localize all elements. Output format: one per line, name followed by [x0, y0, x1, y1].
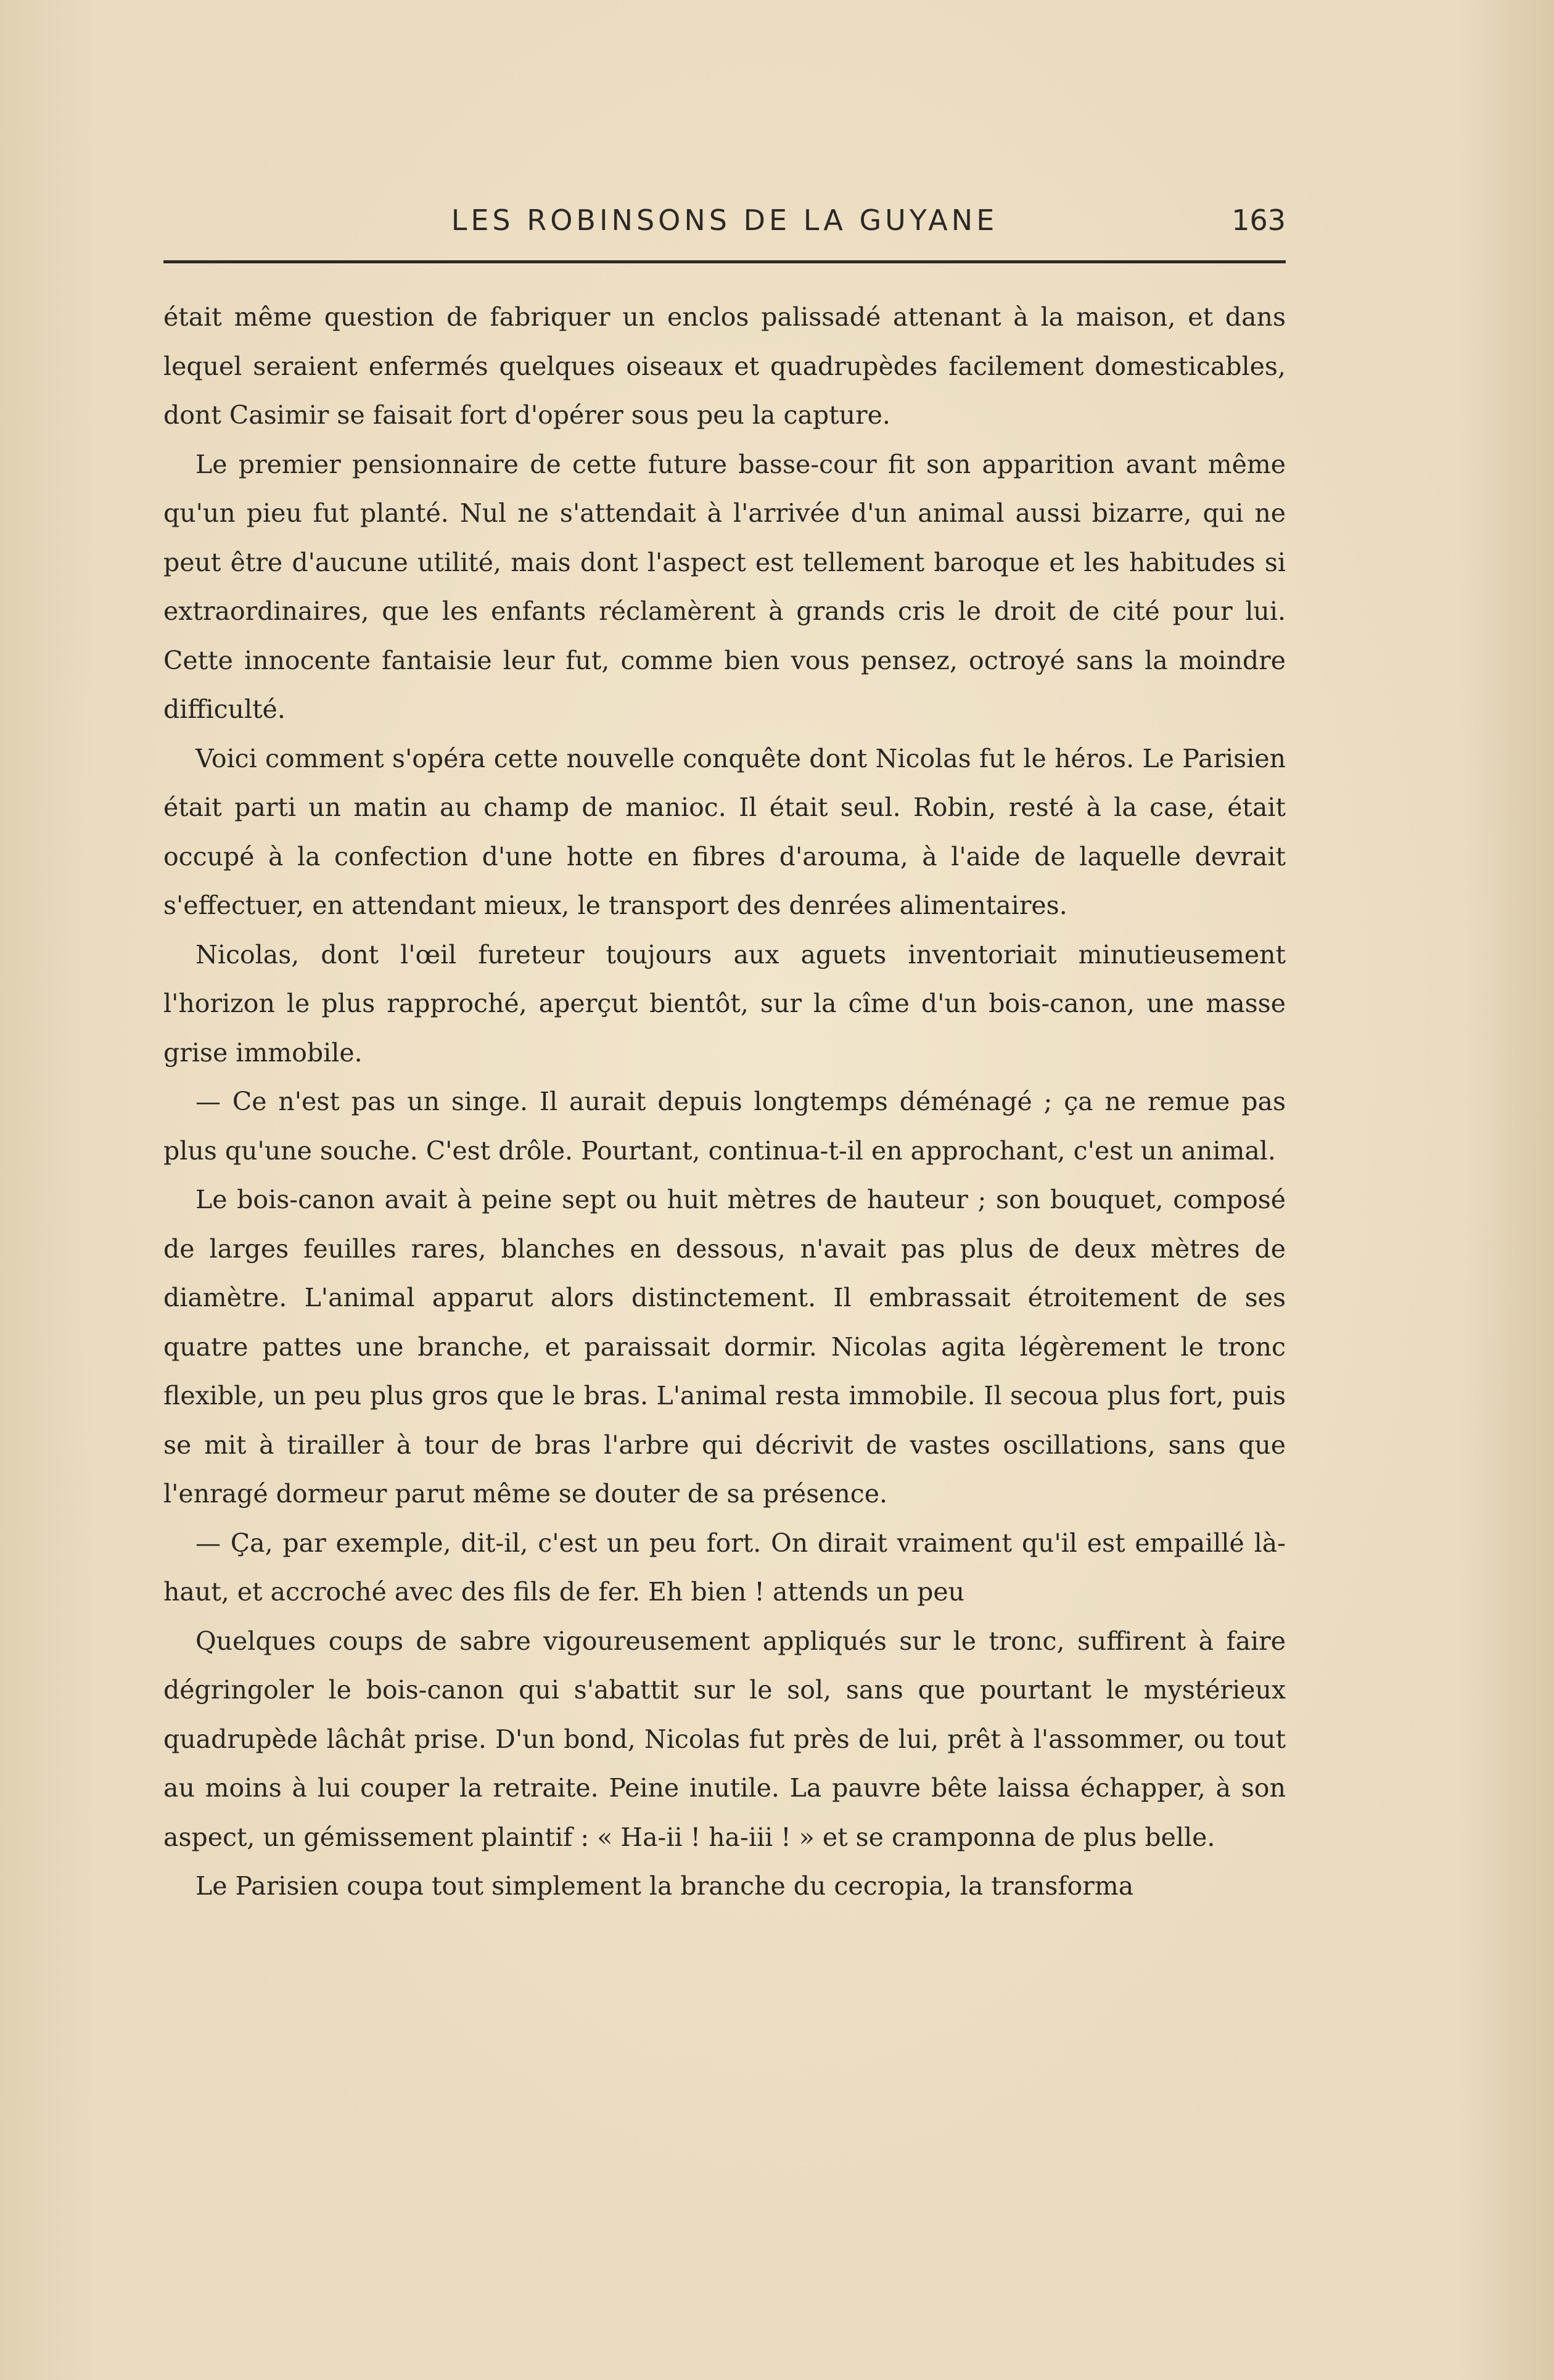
paragraph-2: Le premier pensionnaire de cette future basse-cour fit son apparition avant même qu'un pieu fut planté. Nul ne s'attendait à l'arrivée d'un animal aussi bizarre, qui ne peut être d'aucune utilité, mais dont l'aspect est tellement baroque et les habitudes si extraordinaires, que les enfants réclamèrent à grands cris le droit de cité pour lui. Cette innocente fantaisie leur fut, comme bien vous pensez, octroyé sans la moindre difficulté.: [163, 449, 1286, 724]
page-number: 163: [1231, 204, 1286, 237]
book-page: [163, 204, 1286, 1911]
paragraph-6: Le bois-canon avait à peine sept ou huit mètres de hauteur ; son bouquet, composé de larges feuilles rares, blanches en dessous, n'avait pas plus de deux mètres de diamètre. L'animal apparut alors distinctement. Il embrassait étroitement de ses quatre pattes une branche, et paraissait dormir. Nicolas agita légèrement le tronc flexible, un peu plus gros que le bras. L'animal resta immobile. Il secoua plus fort, puis se mit à tirailler à tour de bras l'arbre qui décrivit de vastes oscillations, sans que l'enragé dormeur parut même se douter de sa présence.: [163, 1185, 1286, 1509]
paragraph-3: Voici comment s'opéra cette nouvelle conquête dont Nicolas fut le héros. Le Parisien était parti un matin au champ de manioc. Il était seul. Robin, resté à la case, était occupé à la confection d'une hotte en fibres d'arouma, à l'aide de laquelle devrait s'effectuer, en attendant mieux, le transport des denrées alimentaires.: [163, 743, 1286, 920]
paragraph-1: était même question de fabriquer un enclos palissadé attenant à la maison, et dans lequel seraient enfermés quelques oiseaux et quadrupèdes facilement domesticables, dont Casimir se faisait fort d'opérer sous peu la capture.: [163, 302, 1286, 430]
paragraph-9: Le Parisien coupa tout simplement la branche du cecropia, la transforma: [195, 1871, 1134, 1901]
paragraph-5: — Ce n'est pas un singe. Il aurait depuis longtemps déménagé ; ça ne remue pas plus qu'une souche. C'est drôle. Pourtant, continua-t-il en approchant, c'est un animal.: [163, 1087, 1286, 1166]
body-text: [163, 293, 1286, 1911]
paragraph-7: — Ça, par exemple, dit-il, c'est un peu fort. On dirait vraiment qu'il est empaillé là-haut, et accroché avec des fils de fer. Eh bien ! attends un peu: [163, 1528, 1286, 1607]
running-header: [163, 204, 1286, 263]
paragraph-4: Nicolas, dont l'œil fureteur toujours aux aguets inventoriait minutieusement l'horizon le plus rapproché, aperçut bientôt, sur la cîme d'un bois-canon, une masse grise immobile.: [163, 939, 1286, 1068]
running-title: LES ROBINSONS DE LA GUYANE: [451, 204, 998, 237]
paragraph-8: Quelques coups de sabre vigoureusement appliqués sur le tronc, suffirent à faire dégringoler le bois-canon qui s'abattit sur le sol, sans que pourtant le mystérieux quadrupède lâchât prise. D'un bond, Nicolas fut près de lui, prêt à l'assommer, ou tout au moins à lui couper la retraite. Peine inutile. La pauvre bête laissa échapper, à son aspect, un gémissement plaintif : « Ha-ii ! ha-iii ! » et se cramponna de plus belle.: [163, 1626, 1286, 1852]
